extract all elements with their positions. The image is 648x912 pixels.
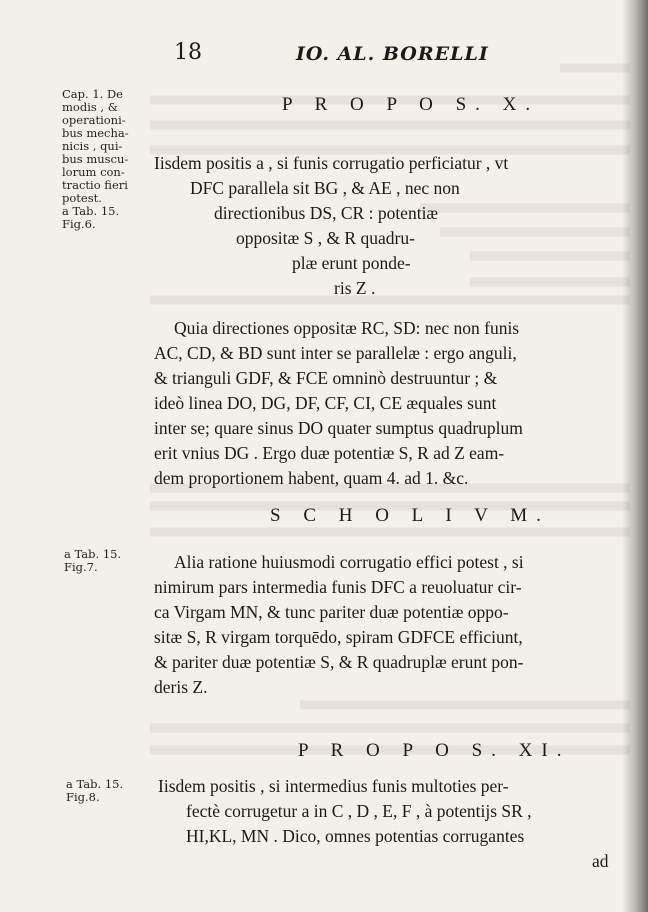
text-line: directionibus DS, CR : potentiæ [214, 203, 439, 223]
text-line: & pariter duæ potentiæ S, & R quadruplæ erunt pon- [154, 652, 524, 672]
text-line: ideò linea DO, DG, DF, CF, CI, CE æquales sunt [154, 393, 497, 413]
page-gutter-shadow [622, 0, 648, 912]
text-line: ca Virgam MN, & tunc pariter duæ potentiæ oppo- [154, 602, 509, 622]
margin-note-fig8: a Tab. 15. Fig.8. [66, 777, 124, 804]
text-line: ris Z . [334, 278, 376, 298]
text-line: erit vnius DG . Ergo duæ potentiæ S, R ad Z eam- [154, 443, 505, 463]
text-line: deris Z. [154, 677, 208, 697]
page-header [0, 40, 648, 70]
proposition-xi-heading: P R O P O S. XI. [298, 740, 571, 761]
text-line: dem proportionem habent, quam 4. ad 1. &c. [154, 468, 469, 488]
text-line: fectè corrugetur a in C , D , E, F , à potentijs SR , [186, 801, 532, 821]
margin-note-chapter: Cap. 1. De modis , & operationi- bus mecha- nicis , qui- bus muscu- lorum con- tractio fieri potest. a Tab. 15. Fig.6. [62, 87, 129, 231]
text-line: Quia directiones oppositæ RC, SD: nec non funis [174, 318, 520, 338]
running-head: IO. AL. BORELLI [296, 43, 489, 65]
text-line: nimirum pars intermedia funis DFC a reuoluatur cir- [154, 577, 522, 597]
text-line: oppositæ S , & R quadru- [236, 228, 415, 248]
scholium-heading: S C H O L I V M. [270, 505, 550, 526]
margin-note-fig7: a Tab. 15. Fig.7. [64, 547, 122, 574]
text-line: sitæ S, R virgam torquēdo, spiram GDFCE efficiunt, [154, 627, 523, 647]
text-line: DFC parallela sit BG , & AE , nec non [190, 178, 460, 198]
text-line: HI,KL, MN . Dico, omnes potentias corrugantes [186, 826, 525, 846]
catchword: ad [592, 851, 609, 871]
text-line: & trianguli GDF, & FCE omninò destruuntur ; & [154, 368, 498, 388]
text-line: plæ erunt ponde- [292, 253, 411, 273]
text-line: inter se; quare sinus DO quater sumptus quadruplum [154, 418, 523, 438]
page-number: 18 [174, 40, 202, 65]
proposition-x-heading: P R O P O S. X. [282, 94, 540, 115]
text-line: Iisdem positis a , si funis corrugatio perficiatur , vt [154, 153, 509, 173]
text-line: Iisdem positis , si intermedius funis multoties per- [158, 776, 509, 796]
text-line: AC, CD, & BD sunt inter se parallelæ : ergo anguli, [154, 343, 517, 363]
text-line: Alia ratione huiusmodi corrugatio effici potest , si [174, 552, 524, 572]
